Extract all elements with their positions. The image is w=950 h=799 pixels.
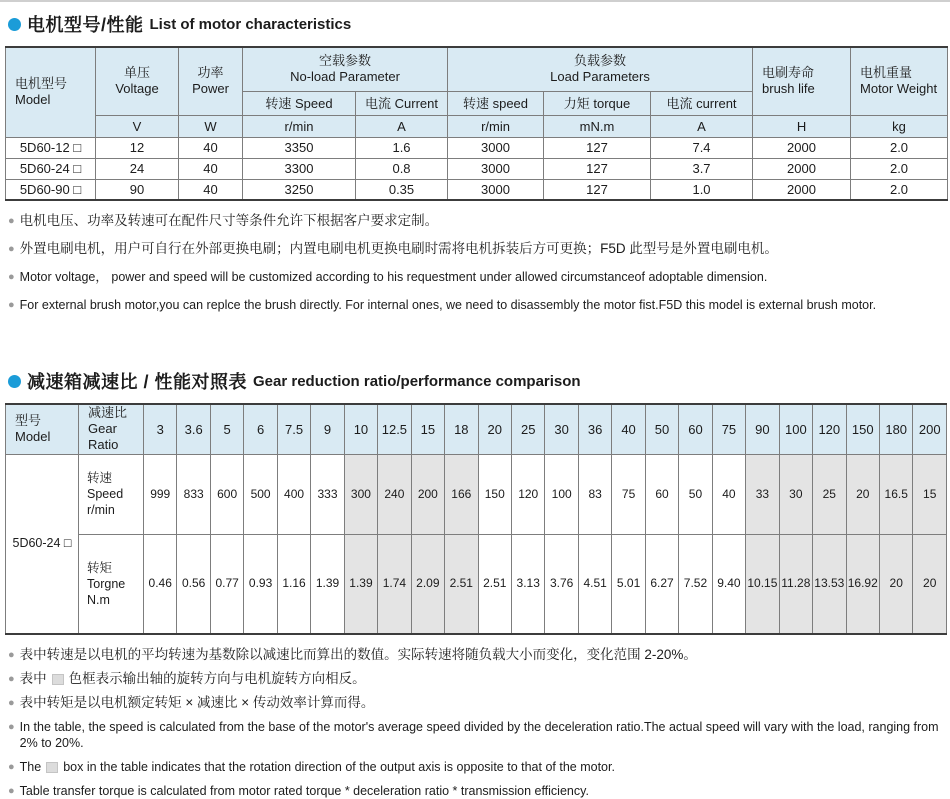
header-motor-weight xyxy=(851,47,948,115)
cell-model: 5D60-90 □ xyxy=(6,179,96,200)
torque-cell: 0.46 xyxy=(144,534,177,634)
note-line xyxy=(8,647,950,663)
header-load-zh: 负载参数 xyxy=(574,53,627,69)
note-bullet-icon: ● xyxy=(8,697,15,709)
torque-cell: 9.40 xyxy=(712,534,745,634)
note-text: 色框表示输出轴的旋转方向与电机旋转方向相反。 xyxy=(68,671,366,686)
speed-label-en: Speed xyxy=(87,487,124,501)
ratio-header-cell: 60 xyxy=(679,404,712,454)
speed-cell: 60 xyxy=(645,454,678,534)
torque-cell: 10.15 xyxy=(746,534,779,634)
header-load-group xyxy=(448,47,753,91)
speed-cell: 16.5 xyxy=(879,454,912,534)
unit-l-torque: mN.m xyxy=(544,115,651,137)
note-line xyxy=(8,241,950,257)
speed-cell: 166 xyxy=(445,454,478,534)
note-text: 表中转矩是以电机额定转矩 × 减速比 × 传动效率计算而得。 xyxy=(19,695,375,710)
torque-cell: 1.74 xyxy=(378,534,411,634)
torque-cell: 0.93 xyxy=(244,534,277,634)
cell-nl-current: 1.6 xyxy=(356,137,448,158)
speed-label-unit: r/min xyxy=(87,503,115,517)
cell-l-speed: 3000 xyxy=(448,158,544,179)
header-power-en: Power xyxy=(192,81,229,97)
note-text: Motor voltage， power and speed will be customized according to his requestment under allowed circumstanceof adoptable dimension. xyxy=(19,270,768,284)
ratio-header-cell: 20 xyxy=(478,404,511,454)
section1-title-en: List of motor characteristics xyxy=(149,15,352,33)
speed-cell: 100 xyxy=(545,454,578,534)
ratio-header-cell: 100 xyxy=(779,404,812,454)
speed-cell: 150 xyxy=(478,454,511,534)
header-model-zh: 型号 xyxy=(15,413,42,429)
note-bullet-icon: ● xyxy=(8,271,15,283)
note-line xyxy=(8,695,950,711)
speed-row-label xyxy=(79,454,144,534)
note-text: For external brush motor,you can replce the brush directly. For internal ones, we need to disassembly the motor fist.F5D this model is external brush motor. xyxy=(19,298,877,312)
table-row xyxy=(6,179,948,200)
note-line xyxy=(8,719,950,751)
speed-cell: 240 xyxy=(378,454,411,534)
header-model xyxy=(6,47,96,137)
torque-label-zh: 转矩 xyxy=(87,560,113,575)
torque-row xyxy=(6,534,947,634)
cell-l-torque: 127 xyxy=(544,158,651,179)
cell-l-speed: 3000 xyxy=(448,137,544,158)
note-line xyxy=(8,213,950,229)
torque-cell: 5.01 xyxy=(612,534,645,634)
header-gear-ratio xyxy=(79,404,144,454)
cell-l-torque: 127 xyxy=(544,179,651,200)
ratio-header-cell: 10 xyxy=(344,404,377,454)
torque-cell: 16.92 xyxy=(846,534,879,634)
speed-cell: 833 xyxy=(177,454,210,534)
note-text: 表中转速是以电机的平均转速为基数除以减速比而算出的数值。实际转速将随负载大小而变化，变化范围 2-20%。 xyxy=(19,647,697,662)
speed-cell: 600 xyxy=(210,454,243,534)
ratio-header-cell: 15 xyxy=(411,404,444,454)
notes-section-1 xyxy=(8,213,950,313)
cell-l-torque: 127 xyxy=(544,137,651,158)
cell-model: 5D60-24 □ xyxy=(6,158,96,179)
torque-cell: 0.77 xyxy=(210,534,243,634)
torque-cell: 6.27 xyxy=(645,534,678,634)
torque-cell: 7.52 xyxy=(679,534,712,634)
unit-brush: H xyxy=(753,115,851,137)
page-top-divider xyxy=(0,0,950,2)
section2-title xyxy=(8,368,950,394)
header-voltage-zh: 单压 xyxy=(123,65,150,81)
header-load-torque: 力矩 torque xyxy=(544,91,651,115)
cell-voltage: 90 xyxy=(96,179,179,200)
header-weight-en: Motor Weight xyxy=(860,81,938,97)
header-brush-en: brush life xyxy=(762,81,815,97)
note-text: In the table, the speed is calculated from the base of the motor's average speed divided by the deceleration ratio.The actual speed will vary with the load, ranging from 2% to 20%. xyxy=(19,720,939,750)
cell-voltage: 24 xyxy=(96,158,179,179)
cell-l-current: 3.7 xyxy=(651,158,753,179)
note-line xyxy=(8,671,950,687)
cell-voltage: 12 xyxy=(96,137,179,158)
note-text: box in the table indicates that the rotation direction of the output axis is opposite to that of the motor. xyxy=(63,760,615,774)
speed-cell: 120 xyxy=(511,454,544,534)
cell-nl-speed: 3350 xyxy=(243,137,356,158)
ratio-header-cell: 36 xyxy=(578,404,611,454)
header-brush-life xyxy=(753,47,851,115)
ratio-header-cell: 12.5 xyxy=(378,404,411,454)
speed-cell: 83 xyxy=(578,454,611,534)
header-model xyxy=(6,404,79,454)
torque-cell: 20 xyxy=(879,534,912,634)
speed-cell: 15 xyxy=(913,454,947,534)
ratio-header-cell: 30 xyxy=(545,404,578,454)
torque-cell: 1.39 xyxy=(344,534,377,634)
cell-nl-speed: 3300 xyxy=(243,158,356,179)
table-row xyxy=(6,158,948,179)
torque-cell: 0.56 xyxy=(177,534,210,634)
header-power-zh: 功率 xyxy=(197,65,224,81)
header-ratio-en: Gear Ratio xyxy=(88,421,119,453)
motor-characteristics-table xyxy=(5,46,948,201)
torque-cell: 20 xyxy=(913,534,947,634)
table-row xyxy=(6,137,948,158)
note-line xyxy=(8,783,950,799)
header-load-current: 电流 current xyxy=(651,91,753,115)
speed-cell: 500 xyxy=(244,454,277,534)
ratio-header-cell: 50 xyxy=(645,404,678,454)
header-brush-zh: 电刷寿命 xyxy=(762,65,815,81)
note-bullet-icon: ● xyxy=(8,649,15,661)
header-model-en: Model xyxy=(15,429,51,445)
cell-model: 5D60-24 □ xyxy=(6,454,79,634)
torque-cell: 13.53 xyxy=(813,534,846,634)
speed-cell: 33 xyxy=(746,454,779,534)
speed-cell: 333 xyxy=(311,454,344,534)
cell-weight: 2.0 xyxy=(851,158,948,179)
ratio-header-cell: 120 xyxy=(813,404,846,454)
torque-row-label xyxy=(79,534,144,634)
bullet-icon xyxy=(8,18,21,31)
note-line xyxy=(8,297,950,313)
bullet-icon xyxy=(8,375,21,388)
ratio-header-cell: 3.6 xyxy=(177,404,210,454)
section1-title-zh: 电机型号/性能 xyxy=(27,15,144,35)
speed-row xyxy=(6,454,947,534)
torque-cell: 1.16 xyxy=(277,534,310,634)
torque-cell: 2.51 xyxy=(445,534,478,634)
torque-cell: 11.28 xyxy=(779,534,812,634)
section1-title xyxy=(8,11,950,37)
note-bullet-icon: ● xyxy=(8,299,15,311)
cell-brush: 2000 xyxy=(753,158,851,179)
speed-label-zh: 转速 xyxy=(87,471,113,485)
speed-cell: 300 xyxy=(344,454,377,534)
cell-power: 40 xyxy=(179,137,243,158)
note-bullet-icon: ● xyxy=(8,721,15,733)
ratio-header-cell: 9 xyxy=(311,404,344,454)
torque-cell: 3.13 xyxy=(511,534,544,634)
header-model-zh: 电机型号 xyxy=(15,76,68,92)
cell-l-current: 7.4 xyxy=(651,137,753,158)
header-voltage-en: Voltage xyxy=(115,81,159,97)
header-noload-group xyxy=(243,47,448,91)
cell-weight: 2.0 xyxy=(851,179,948,200)
header-power xyxy=(179,47,243,115)
cell-brush: 2000 xyxy=(753,179,851,200)
speed-cell: 20 xyxy=(846,454,879,534)
unit-nl-current: A xyxy=(356,115,448,137)
header-noload-current: 电流 Current xyxy=(356,91,448,115)
ratio-header-cell: 18 xyxy=(445,404,478,454)
torque-cell: 1.39 xyxy=(311,534,344,634)
torque-cell: 2.51 xyxy=(478,534,511,634)
ratio-header-cell: 40 xyxy=(612,404,645,454)
note-bullet-icon: ● xyxy=(8,761,15,773)
speed-cell: 50 xyxy=(679,454,712,534)
cell-nl-speed: 3250 xyxy=(243,179,356,200)
ratio-header-cell: 3 xyxy=(144,404,177,454)
note-text: 表中 xyxy=(19,671,47,686)
unit-l-current: A xyxy=(651,115,753,137)
header-voltage xyxy=(96,47,179,115)
cell-weight: 2.0 xyxy=(851,137,948,158)
inline-gray-box-icon xyxy=(52,674,64,685)
cell-nl-current: 0.8 xyxy=(356,158,448,179)
torque-cell: 4.51 xyxy=(578,534,611,634)
cell-power: 40 xyxy=(179,158,243,179)
speed-cell: 200 xyxy=(411,454,444,534)
note-bullet-icon: ● xyxy=(8,215,15,227)
ratio-header-cell: 180 xyxy=(879,404,912,454)
torque-cell: 3.76 xyxy=(545,534,578,634)
torque-label-en: Torgne xyxy=(87,576,126,591)
header-weight-zh: 电机重量 xyxy=(860,65,913,81)
cell-brush: 2000 xyxy=(753,137,851,158)
unit-nl-speed: r/min xyxy=(243,115,356,137)
speed-cell: 400 xyxy=(277,454,310,534)
header-noload-en: No-load Parameter xyxy=(290,69,400,85)
gear-ratio-table xyxy=(5,403,947,635)
ratio-header-cell: 25 xyxy=(511,404,544,454)
unit-voltage: V xyxy=(96,115,179,137)
note-bullet-icon: ● xyxy=(8,243,15,255)
header-model-en: Model xyxy=(15,92,51,108)
notes-section-2 xyxy=(8,647,950,799)
torque-cell: 2.09 xyxy=(411,534,444,634)
torque-label-unit: N.m xyxy=(87,592,110,607)
header-load-speed: 转速 speed xyxy=(448,91,544,115)
header-noload-zh: 空载参数 xyxy=(319,53,372,69)
cell-nl-current: 0.35 xyxy=(356,179,448,200)
note-text: 外置电刷电机，用户可自行在外部更换电刷；内置电刷电机更换电刷时需将电机拆装后方可更换；F5D 此型号是外置电刷电机。 xyxy=(19,241,778,256)
unit-weight: kg xyxy=(851,115,948,137)
speed-cell: 40 xyxy=(712,454,745,534)
cell-model: 5D60-12 □ xyxy=(6,137,96,158)
note-bullet-icon: ● xyxy=(8,785,15,797)
speed-cell: 30 xyxy=(779,454,812,534)
ratio-header-cell: 6 xyxy=(244,404,277,454)
ratio-header-cell: 5 xyxy=(210,404,243,454)
note-text: 电机电压、功率及转速可在配件尺寸等条件允许下根据客户要求定制。 xyxy=(19,213,439,228)
cell-l-current: 1.0 xyxy=(651,179,753,200)
note-text: Table transfer torque is calculated from motor rated torque * deceleration ratio * transmission efficiency. xyxy=(19,784,589,798)
note-text: The xyxy=(19,760,42,774)
ratio-header-cell: 150 xyxy=(846,404,879,454)
cell-power: 40 xyxy=(179,179,243,200)
ratio-header-cell: 200 xyxy=(913,404,947,454)
ratio-header-cell: 7.5 xyxy=(277,404,310,454)
note-bullet-icon: ● xyxy=(8,673,15,685)
section2-title-en: Gear reduction ratio/performance comparison xyxy=(253,372,581,390)
note-line xyxy=(8,269,950,285)
unit-l-speed: r/min xyxy=(448,115,544,137)
unit-power: W xyxy=(179,115,243,137)
ratio-header-cell: 75 xyxy=(712,404,745,454)
header-noload-speed: 转速 Speed xyxy=(243,91,356,115)
inline-gray-box-icon xyxy=(46,762,58,773)
header-load-en: Load Parameters xyxy=(550,69,650,85)
note-line xyxy=(8,759,950,775)
speed-cell: 999 xyxy=(144,454,177,534)
speed-cell: 75 xyxy=(612,454,645,534)
header-ratio-zh: 减速比 xyxy=(88,405,128,421)
cell-l-speed: 3000 xyxy=(448,179,544,200)
ratio-header-cell: 90 xyxy=(746,404,779,454)
section2-title-zh: 减速箱减速比 / 性能对照表 xyxy=(27,372,248,392)
speed-cell: 25 xyxy=(813,454,846,534)
